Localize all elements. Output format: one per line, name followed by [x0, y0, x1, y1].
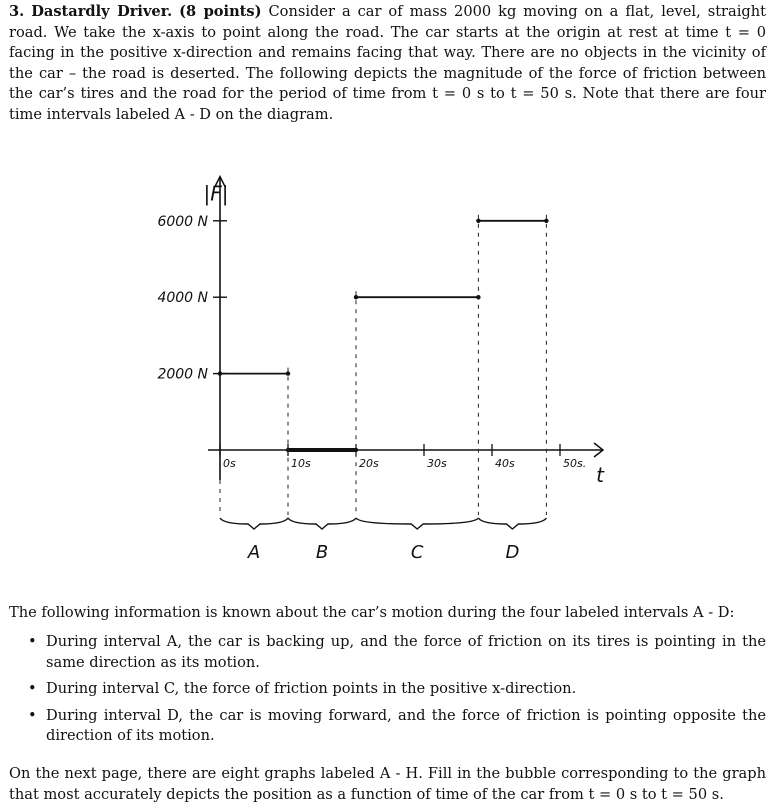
- y-tick-label: 6000 N: [157, 213, 208, 230]
- problem-intro: Consider a car of mass 2000 kg moving on a flat, level, straight road. We take the x-axis to point along the road. The car starts at the origin at rest at time t = 0 facing in the positive x-direction and remains facing that way. There are no objects in the vicinity of the car – the road is deserted. The following depicts the magnitude of the force of friction between the car’s tires and the road for the period of time from t = 0 s to t = 50 s. Note that there are four time intervals labeled A - D on the diagram.: [9, 3, 767, 123]
- y-tick-label: 2000 N: [157, 366, 208, 383]
- y-tick-label: 4000 N: [157, 290, 208, 307]
- interval-brace: [288, 518, 356, 529]
- bullet-text: During interval D, the car is moving forward, and the force of friction is pointing opposite the direction of its motion.: [46, 706, 766, 745]
- x-tick-label: 20s: [359, 457, 379, 470]
- list-item: [26, 706, 766, 747]
- y-axis-label: |F|: [203, 181, 229, 206]
- x-tick-label: 40s: [495, 457, 515, 470]
- x-tick-label: 0s: [223, 457, 236, 470]
- segment-endpoint: [476, 219, 480, 223]
- interval-brace: [478, 518, 546, 529]
- graph-labels: [204, 182, 606, 563]
- problem-points: (8 points): [179, 3, 262, 20]
- segment-endpoint: [544, 219, 548, 223]
- interval-brace: [220, 518, 288, 529]
- list-item: [26, 632, 766, 673]
- segment-endpoint: [354, 295, 358, 299]
- x-tick-label: 50s.: [563, 457, 587, 470]
- segment-endpoint: [218, 371, 222, 375]
- problem-statement: [9, 2, 766, 126]
- graph-marks: [218, 215, 549, 529]
- bullet-dot: •: [28, 633, 37, 650]
- interval-label: C: [410, 542, 424, 563]
- bullet-list: [26, 632, 766, 753]
- interval-label: D: [505, 542, 520, 563]
- bullet-text: During interval C, the force of friction points in the positive x-direction.: [46, 680, 577, 698]
- outro-text: On the next page, there are eight graphs labeled A - H. Fill in the bubble corresponding to the graph that most accurately depicts the position as a function of time of the car from t = 0 s to t = 50 s.: [9, 765, 766, 803]
- x-tick-label: 30s: [427, 457, 447, 470]
- graph-axes: [208, 177, 603, 480]
- segment-endpoint: [286, 371, 290, 375]
- segment-endpoint: [354, 448, 358, 452]
- problem-number: 3.: [9, 3, 25, 20]
- interval-brace: [356, 518, 478, 529]
- list-item: [26, 679, 766, 700]
- interval-label: B: [315, 542, 329, 563]
- info-intro: The following information is known about the car’s motion during the four labeled intervals A - D:: [9, 604, 735, 621]
- problem-title: Dastardly Driver.: [31, 3, 173, 20]
- x-tick-label: 10s: [291, 457, 311, 470]
- graph-ticks: [157, 214, 586, 470]
- interval-label: A: [247, 542, 261, 563]
- bullet-dot: •: [28, 706, 37, 724]
- x-axis-label: t: [596, 463, 604, 487]
- bullet-dot: •: [28, 680, 37, 698]
- friction-force-graph: [130, 150, 650, 580]
- bullet-text: During interval A, the car is backing up, and the force of friction on its tires is pointing in the same direction as its motion.: [46, 633, 766, 671]
